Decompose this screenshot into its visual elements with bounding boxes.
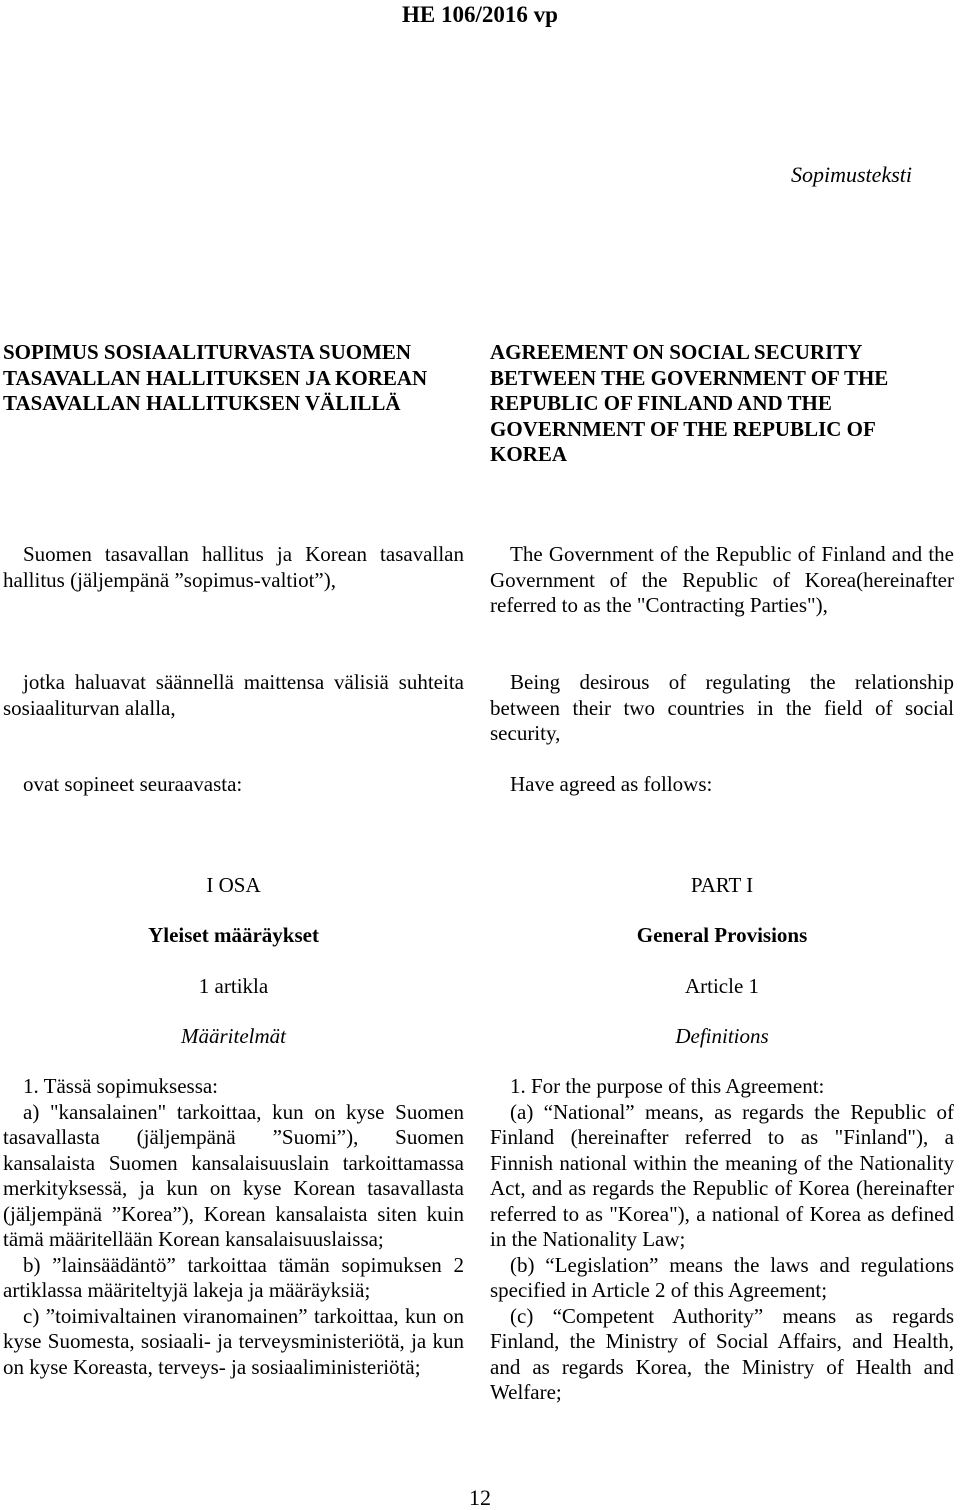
right-part-title: General Provisions bbox=[636, 923, 808, 947]
right-preamble-3: Have agreed as follows: bbox=[510, 772, 713, 796]
left-part-title: Yleiset määräykset bbox=[148, 923, 319, 947]
right-article: Article 1 bbox=[684, 974, 760, 998]
left-para-intro: 1. Tässä sopimuksessa: bbox=[23, 1074, 219, 1098]
left-item-b: b) ”lainsäädäntö” tarkoittaa tämän sopimuksen 2 artiklassa määriteltyjä lakeja ja määräyksiä; bbox=[3, 1252, 464, 1302]
right-para-intro: 1. For the purpose of this Agreement: bbox=[510, 1074, 825, 1098]
left-preamble-3: ovat sopineet seuraavasta: bbox=[23, 772, 243, 796]
right-title: AGREEMENT ON SOCIAL SECURITY BETWEEN THE GOVERNMENT OF THE REPUBLIC OF FINLAND AND THE GOVERNMENT OF THE REPUBLIC OF KOREA bbox=[490, 340, 889, 466]
page-number: 12 bbox=[469, 1485, 491, 1510]
left-item-a: a) "kansalainen" tarkoittaa, kun on kyse Suomen tasavallasta (jäljempänä ”Suomi”), Suomen kansalaista Suomen kansalaisuuslain tarkoittamassa merkityksessä, ja kun on kyse Korean tasavallasta (jäljempänä ”Korea”), Korean kansalaista siten kuin tämä määritellään Korean kansalaisuuslaissa; bbox=[3, 1099, 464, 1251]
right-preamble-2: Being desirous of regulating the relationship between their two countries in the field of social security, bbox=[490, 670, 954, 745]
left-article-title: Määritelmät bbox=[181, 1024, 286, 1048]
left-part: I OSA bbox=[206, 873, 261, 897]
left-title: SOPIMUS SOSIAALITURVASTA SUOMEN TASAVALLAN HALLITUKSEN JA KOREAN TASAVALLAN HALLITUKSEN VÄLILLÄ bbox=[3, 340, 428, 415]
right-item-b: (b) “Legislation” means the laws and regulations specified in Article 2 of this Agreement; bbox=[490, 1252, 954, 1302]
left-preamble-1: Suomen tasavallan hallitus ja Korean tasavallan hallitus (jäljempänä ”sopimus-valtiot”), bbox=[3, 542, 464, 592]
document-header: HE 106/2016 vp bbox=[402, 2, 558, 27]
right-article-title: Definitions bbox=[675, 1024, 769, 1048]
left-preamble-2: jotka haluavat säännellä maittensa välisiä suhteita sosiaaliturvan alalla, bbox=[3, 670, 464, 720]
right-preamble-1: The Government of the Republic of Finland and the Government of the Republic of Korea(hereinafter referred to as the "Contracting Parties"), bbox=[490, 542, 954, 617]
left-article: 1 artikla bbox=[198, 974, 269, 998]
right-item-a: (a) “National” means, as regards the Republic of Finland (hereinafter referred to as "Finland"), a Finnish national within the meaning of the Nationality Act, and as regards the Republic of Korea (hereinafter referred to as "Korea"), a national of Korea as defined in the Nationality Law; bbox=[490, 1099, 954, 1251]
left-item-c: c) ”toimivaltainen viranomainen” tarkoittaa, kun on kyse Suomesta, sosiaali- ja terveysministeriötä, ja kun on kyse Koreasta, terveys- ja sosiaaliministeriötä; bbox=[3, 1303, 464, 1379]
right-part: PART I bbox=[690, 873, 754, 897]
right-item-c: (c) “Competent Authority” means as regards Finland, the Ministry of Social Affairs, and Health, and as regards Korea, the Ministry of Health and Welfare; bbox=[490, 1303, 954, 1404]
section-label: Sopimusteksti bbox=[791, 162, 912, 187]
